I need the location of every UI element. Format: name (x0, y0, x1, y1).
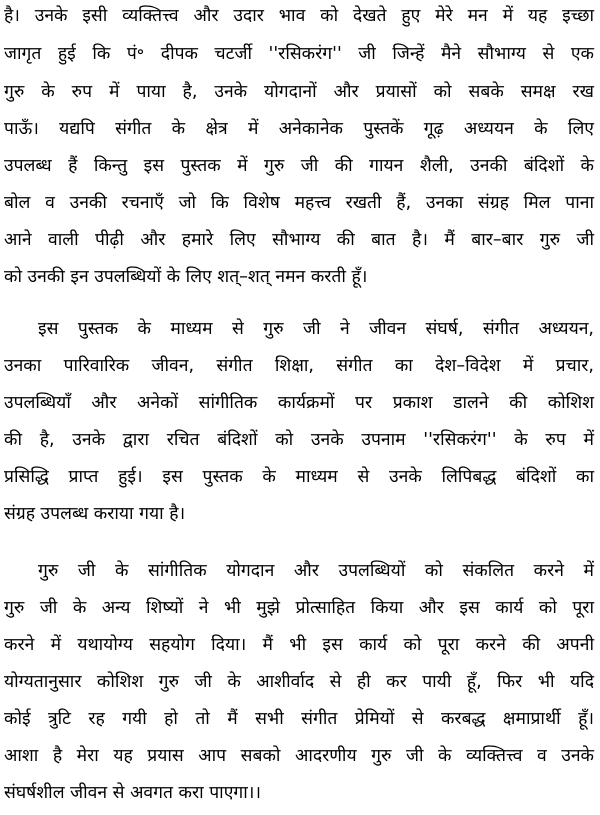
paragraph-1-line-4: पाऊँ। यद्यपि संगीत के क्षेत्र में अनेकानेक पुस्तकें गूढ़ अध्ययन के लिए (4, 119, 594, 139)
paragraph-1-line-5: उपलब्ध हैं किन्तु इस पुस्तक में गुरु जी की गायन शैली, उनकी बंदिशों के (4, 156, 594, 176)
paragraph-2-line-5: प्रसिद्धि प्राप्त हुई। इस पुस्तक के माध्यम से उनके लिपिबद्ध बंदिशों का (4, 467, 594, 487)
paragraph-1-line-2: जागृत हुई कि पं॰ दीपक चटर्जी ''रसिकरंग'' जी जिन्हें मैने सौभाग्य से एक (4, 44, 594, 64)
paragraph-3-line-5: कोई त्रुटि रह गयी हो तो मैं सभी संगीत प्रेमियों से करबद्ध क्षमाप्रार्थी हूँ। (4, 709, 594, 729)
paragraph-3-line-6: आशा है मेरा यह प्रयास आप सबको आदरणीय गुरु जी के व्यक्तित्त्व व उनके (4, 746, 594, 766)
paragraph-1-line-6: बोल व उनकी रचनाएँ जो कि विशेष महत्त्व रखती हैं, उनका संग्रह मिल पाना (4, 193, 594, 213)
paragraph-1-line-8: को उनकी इन उपलब्धियों के लिए शत्–शत् नमन करती हूँ। (4, 267, 368, 287)
paragraph-3-line-7: संघर्षशील जीवन से अवगत करा पाएगा।। (4, 783, 262, 803)
paragraph-3-line-2: गुरु जी के अन्य शिष्यों ने भी मुझे प्रोत्साहित किया और इस कार्य को पूरा (4, 598, 594, 618)
paragraph-3-line-3: करने में यथायोग्य सहयोग दिया। मैं भी इस कार्य को पूरा करने की अपनी (4, 635, 594, 655)
paragraph-3-line-1: गुरु जी के सांगीतिक योगदान और उपलब्धियों को संकलित करने में (38, 561, 594, 581)
paragraph-2-line-1: इस पुस्तक के माध्यम से गुरु जी ने जीवन संघर्ष, संगीत अध्ययन, (38, 319, 594, 339)
paragraph-2-line-6: संग्रह उपलब्ध कराया गया है। (4, 504, 186, 524)
paragraph-1-line-7: आने वाली पीढ़ी और हमारे लिए सौभाग्य की बात है। मैं बार–बार गुरु जी (4, 230, 594, 250)
paragraph-2-line-4: की है, उनके द्वारा रचित बंदिशों को उनके उपनाम ''रसिकरंग'' के रुप में (4, 430, 594, 450)
paragraph-2-line-2: उनका पारिवारिक जीवन, संगीत शिक्षा, संगीत का देश–विदेश में प्रचार, (4, 356, 594, 376)
paragraph-2-line-3: उपलब्धियाँ और अनेकों सांगीतिक कार्यक्रमों पर प्रकाश डालने की कोशिश (4, 393, 594, 413)
paragraph-3-line-4: योग्यतानुसार कोशिश गुरु जी के आशीर्वाद से ही कर पायी हूँ, फिर भी यदि (4, 672, 594, 692)
paragraph-1-line-3: गुरु के रुप में पाया है, उनके योगदानों और प्रयासों को सबके समक्ष रख (4, 82, 594, 102)
paragraph-1-line-1: है। उनके इसी व्यक्तित्त्व और उदार भाव को देखते हुए मेरे मन में यह इच्छा (4, 6, 594, 26)
